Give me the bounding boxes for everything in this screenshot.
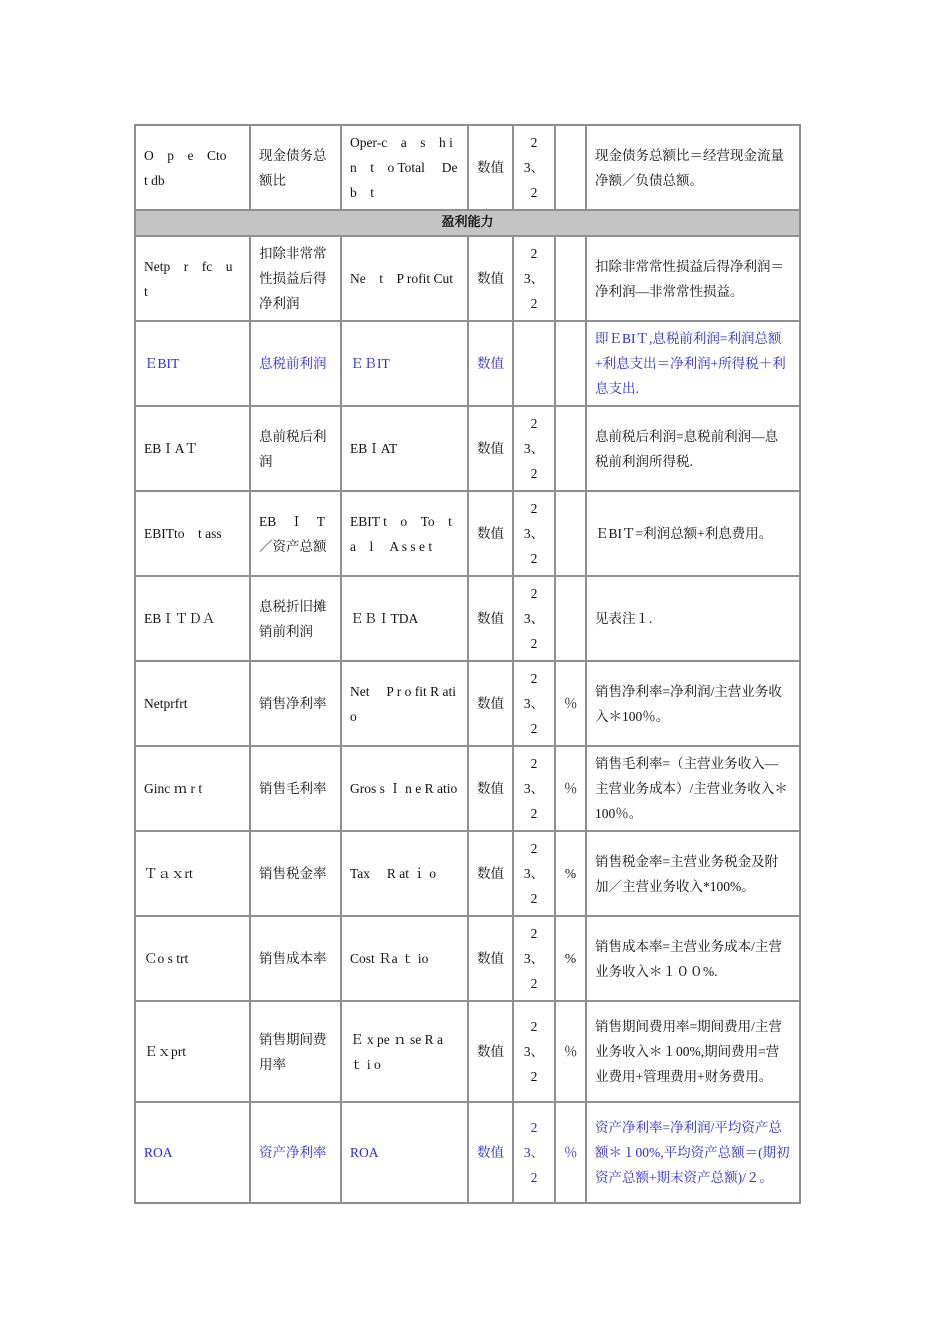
cell-precision: 23、2: [513, 125, 555, 210]
cell-chinese-name: EB Ｉ T ／资产总额: [250, 491, 341, 576]
cell-english-name: ＥＢＩTDA: [341, 576, 468, 661]
cell-abbr: Ｔａｘrt: [135, 831, 250, 916]
cell-description: 息前税后利润=息税前利润—息税前利润所得税.: [586, 406, 800, 491]
cell-chinese-name: 销售成本率: [250, 916, 341, 1001]
cell-chinese-name: 息税前利润: [250, 321, 341, 406]
cell-description: 销售成本率=主营业务成本/主营业务收入＊１００%.: [586, 916, 800, 1001]
cell-english-name: Net P r o fit R atio: [341, 661, 468, 746]
cell-abbr: O p e Cto t db: [135, 125, 250, 210]
cell-description: ＥBIＴ=利润总额+利息费用。: [586, 491, 800, 576]
cell-english-name: Tax R at ｉ o: [341, 831, 468, 916]
cell-english-name: ＥＢIT: [341, 321, 468, 406]
cell-precision: 23、2: [513, 1102, 555, 1203]
cell-english-name: ROA: [341, 1102, 468, 1203]
table-row: [135, 125, 800, 210]
cell-abbr: Ginc ｍ r t: [135, 746, 250, 831]
cell-unit: %: [555, 916, 586, 1001]
cell-chinese-name: 资产净利率: [250, 1102, 341, 1203]
cell-unit: [555, 406, 586, 491]
cell-precision: 23、2: [513, 491, 555, 576]
cell-description: 销售税金率=主营业务税金及附加／主营业务收入*100%。: [586, 831, 800, 916]
table-row: [135, 831, 800, 916]
cell-data-type: 数值: [468, 491, 513, 576]
cell-abbr: ROA: [135, 1102, 250, 1203]
cell-english-name: EBＩAT: [341, 406, 468, 491]
cell-description: 现金债务总额比＝经营现金流量净额／负债总额。: [586, 125, 800, 210]
table-row: [135, 406, 800, 491]
cell-precision: 23、2: [513, 661, 555, 746]
cell-precision: 23、2: [513, 916, 555, 1001]
cell-precision: 23、2: [513, 746, 555, 831]
cell-description: 销售期间费用率=期间费用/主营业务收入＊１00%,期间费用=营业费用+管理费用+财务费用。: [586, 1001, 800, 1102]
cell-chinese-name: 息税折旧摊销前利润: [250, 576, 341, 661]
cell-english-name: Ｅ x pe ｎ se R a ｔ i o: [341, 1001, 468, 1102]
cell-abbr: Netp r fc u t: [135, 236, 250, 321]
cell-abbr: ＥBIT: [135, 321, 250, 406]
cell-unit: ％: [555, 746, 586, 831]
cell-precision: 23、2: [513, 406, 555, 491]
cell-chinese-name: 息前税后利润: [250, 406, 341, 491]
cell-precision: 23、2: [513, 576, 555, 661]
cell-unit: [555, 236, 586, 321]
cell-unit: [555, 576, 586, 661]
cell-english-name: Gros s Ｉ n e R atio: [341, 746, 468, 831]
cell-data-type: 数值: [468, 236, 513, 321]
cell-data-type: 数值: [468, 125, 513, 210]
cell-data-type: 数值: [468, 661, 513, 746]
cell-description: 资产净利率=净利润/平均资产总额＊１00%,平均资产总额＝(期初资产总额+期末资产总额)/２。: [586, 1102, 800, 1203]
cell-unit: [555, 321, 586, 406]
cell-data-type: 数值: [468, 1001, 513, 1102]
cell-abbr: Ｃo s trt: [135, 916, 250, 1001]
cell-data-type: 数值: [468, 576, 513, 661]
cell-unit: [555, 125, 586, 210]
cell-precision: 23、2: [513, 236, 555, 321]
cell-chinese-name: 销售毛利率: [250, 746, 341, 831]
cell-description: 销售净利率=净利润/主营业务收入＊100％。: [586, 661, 800, 746]
cell-chinese-name: 销售税金率: [250, 831, 341, 916]
cell-description: 见表注１.: [586, 576, 800, 661]
cell-unit: %: [555, 831, 586, 916]
table-row: [135, 321, 800, 406]
cell-data-type: 数值: [468, 916, 513, 1001]
cell-data-type: 数值: [468, 1102, 513, 1203]
cell-data-type: 数值: [468, 321, 513, 406]
cell-unit: ％: [555, 1001, 586, 1102]
cell-english-name: Oper-c a s h in t o Total Deb t: [341, 125, 468, 210]
table-row: [135, 746, 800, 831]
cell-data-type: 数值: [468, 746, 513, 831]
cell-abbr: EBＩＴＤＡ: [135, 576, 250, 661]
cell-unit: ％: [555, 661, 586, 746]
cell-precision: [513, 321, 555, 406]
cell-abbr: Ｅｘprt: [135, 1001, 250, 1102]
cell-abbr: Netprfrt: [135, 661, 250, 746]
table-row: [135, 576, 800, 661]
table-row: [135, 661, 800, 746]
cell-unit: [555, 491, 586, 576]
table-row: [135, 916, 800, 1001]
cell-english-name: EBIT t o To t a l A s s e t: [341, 491, 468, 576]
cell-unit: ％: [555, 1102, 586, 1203]
cell-chinese-name: 现金债务总额比: [250, 125, 341, 210]
cell-abbr: EBITto t ass: [135, 491, 250, 576]
table-row: [135, 1102, 800, 1203]
cell-english-name: Ne t P rofit Cut: [341, 236, 468, 321]
cell-english-name: Cost Ｒa ｔ io: [341, 916, 468, 1001]
section-title: 盈利能力: [135, 210, 800, 236]
cell-description: 即ＥBIＴ,息税前利润=利润总额+利息支出＝净利润+所得税＋利息支出.: [586, 321, 800, 406]
table-row: [135, 1001, 800, 1102]
table-row: [135, 236, 800, 321]
cell-chinese-name: 扣除非常常性损益后得净利润: [250, 236, 341, 321]
cell-chinese-name: 销售净利率: [250, 661, 341, 746]
cell-data-type: 数值: [468, 406, 513, 491]
cell-description: 销售毛利率=（主营业务收入—主营业务成本）/主营业务收入＊100％。: [586, 746, 800, 831]
cell-precision: 23、2: [513, 1001, 555, 1102]
table-row: [135, 491, 800, 576]
cell-data-type: 数值: [468, 831, 513, 916]
cell-description: 扣除非常常性损益后得净利润＝净利润—非常常性损益。: [586, 236, 800, 321]
section-header-row: [135, 210, 800, 236]
indicator-table: [134, 124, 801, 1204]
cell-abbr: EBＩAＴ: [135, 406, 250, 491]
cell-precision: 23、2: [513, 831, 555, 916]
cell-chinese-name: 销售期间费用率: [250, 1001, 341, 1102]
